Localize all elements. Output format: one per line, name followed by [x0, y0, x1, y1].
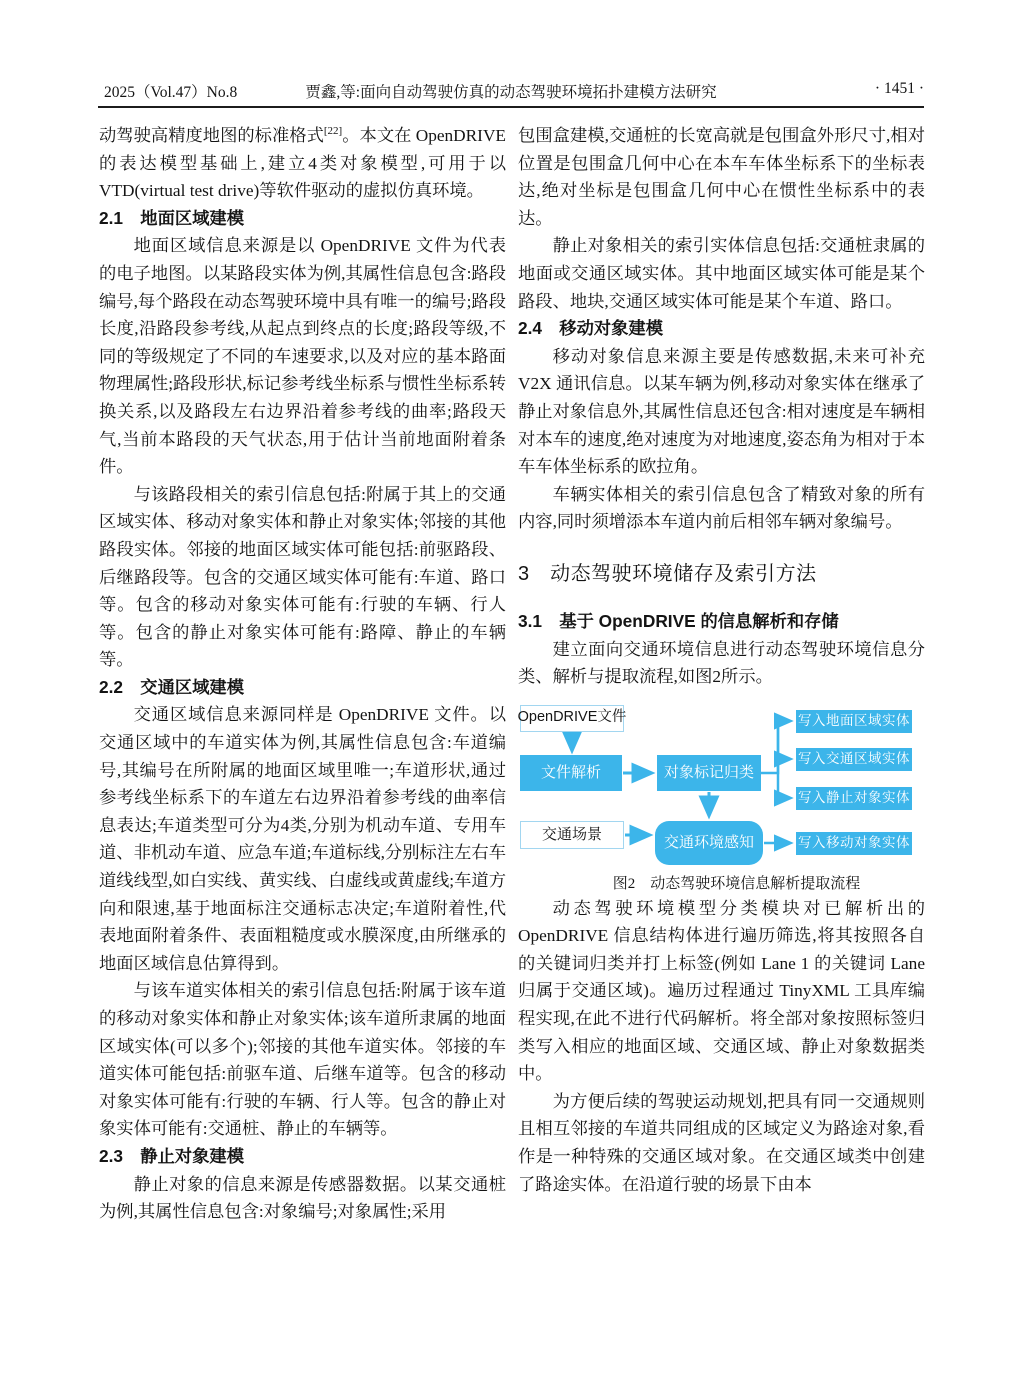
node-file-parse: 文件解析 — [520, 755, 622, 791]
node-object-classify: 对象标记归类 — [657, 755, 761, 791]
paragraph: 与该路段相关的索引信息包括:附属于其上的交通区域实体、移动对象实体和静止对象实体;邻接的其他路段实体。邻接的地面区域实体可能包括:前驱路段、后继路段等。包含的交通区域实体可能有:车道、路口等。包含的移动对象实体可能有:行驶的车辆、行人等。包含的静止对象实体可能有:路障、静止的车辆等。 — [99, 484, 506, 670]
node-write-ground-entity: 写入地面区域实体 — [796, 710, 912, 733]
heading-2-4: 2.4 移动对象建模 — [518, 318, 663, 339]
right-column — [518, 122, 925, 1198]
paragraph: 静止对象相关的索引实体信息包括:交通桩隶属的地面或交通区域实体。其中地面区域实体可能是某个路段、地块,交通区域实体可能是某个车道、路口。 — [518, 236, 925, 311]
heading-3: 3 动态驾驶环境储存及索引方法 — [518, 562, 817, 585]
intro-text-a: 动驾驶高精度地图的标准格式 — [99, 126, 324, 145]
heading-2-2: 2.2 交通区域建模 — [99, 676, 244, 697]
header-rule — [98, 106, 924, 108]
page-number: · 1451 · — [874, 80, 924, 97]
paragraph: 建立面向交通环境信息进行动态驾驶环境信息分类、解析与提取流程,如图2所示。 — [518, 639, 925, 687]
paragraph: 包围盒建模,交通桩的长宽高就是包围盒外形尺寸,相对位置是包围盒几何中心在本车车体坐标系下的坐标表达,绝对坐标是包围盒几何中心在惯性坐标系中的表达。 — [518, 126, 925, 228]
left-column — [99, 122, 506, 1226]
journal-issue: 2025（Vol.47）No.8 — [104, 84, 238, 101]
paragraph: 静止对象的信息来源是传感器数据。以某交通桩为例,其属性信息包含:对象编号;对象属性;采用 — [99, 1174, 506, 1222]
node-opendrive-file: OpenDRIVE文件 — [520, 705, 624, 732]
node-env-perception: 交通环境感知 — [655, 821, 763, 865]
paragraph-intro — [99, 122, 506, 205]
node-write-static-entity: 写入静止对象实体 — [796, 787, 912, 810]
paragraph: 交通区域信息来源同样是 OpenDRIVE 文件。以交通区域中的车道实体为例,其属性信息包含:车道编号,其编号在所附属的地面区域里唯一;车道形状,通过参考线坐标系下的车道左右边界沿着参考线的曲率信息表达;车道类型可分为4类,分别为机动车道、专用车道、非机动车道、应急车道;车道标线,分别标注左右车道线线型,如白实线、黄实线、白虚线或黄虚线;车道方向和限速,基于地面标注交通标志决定;车道附着性,代表地面附着条件、表面粗糙度或水膜深度,由所继承的地面区域信息估算得到。 — [99, 705, 506, 973]
node-write-traffic-entity: 写入交通区域实体 — [796, 748, 912, 771]
paragraph: 为方便后续的驾驶运动规划,把具有同一交通规则且相互邻接的车道共同组成的区域定义为路途对象,看作是一种特殊的交通区域对象。在交通区域类中创建了路途实体。在沿道行驶的场景下由本 — [518, 1091, 925, 1194]
page-header — [98, 80, 924, 102]
running-title: 贾鑫,等:面向自动驾驶仿真的动态驾驶环境拓扑建模方法研究 — [305, 84, 717, 101]
citation-ref: [22] — [323, 125, 343, 138]
heading-2-3: 2.3 静止对象建模 — [99, 1145, 244, 1166]
paragraph: 移动对象信息来源主要是传感数据,未来可补充 V2X 通讯信息。以某车辆为例,移动对象实体在继承了静止对象信息外,其属性信息还包含:相对速度是车辆相对本车的速度,绝对速度为对地速度,姿态角为相对于本车车体坐标系的欧拉角。 — [518, 346, 925, 477]
node-write-moving-entity: 写入移动对象实体 — [796, 832, 912, 855]
heading-2-1: 2.1 地面区域建模 — [99, 207, 244, 228]
figure-2-caption: 图2 动态驾驶环境信息解析提取流程 — [612, 875, 861, 892]
node-traffic-scene: 交通场景 — [520, 821, 624, 849]
paragraph: 地面区域信息来源是以 OpenDRIVE 文件为代表的电子地图。以某路段实体为例,其属性信息包含:路段编号,每个路段在动态驾驶环境中具有唯一的编号;路段长度,沿路段参考线,从起点到终点的长度;路段等级,不同的等级规定了不同的车速要求,以及对应的基本路面物理属性;路段形状,标记参考线坐标系与惯性坐标系转换关系,以及路段左右边界沿着参考线的曲率;路段天气,当前本路段的天气状态,用于估计当前地面附着条件。 — [99, 236, 506, 477]
paragraph: 车辆实体相关的索引信息包含了精致对象的所有内容,同时须增添本车道内前后相邻车辆对象编号。 — [518, 484, 925, 532]
figure-2-flowchart — [518, 703, 918, 873]
intro-text-b: 。本文在 OpenDRIVE 的表达模型基础上,建立4类对象模型,可用于以 VTD(virtual test drive)等软件驱动的虚拟仿真环境。 — [99, 126, 506, 201]
paragraph: 动态驾驶环境模型分类模块对已解析出的 OpenDRIVE 信息结构体进行遍历筛选,将其按照各自的关键词归类并打上标签(例如 Lane 1 的关键词 Lane 归属于交通区域)。遍历过程通过 TinyXML 工具库编程实现,在此不进行代码解析。将全部对象按照标签归类写入相应的地面区域、交通区域、静止对象数据类中。 — [518, 898, 925, 1084]
paragraph: 与该车道实体相关的索引信息包括:附属于该车道的移动对象实体和静止对象实体;该车道所隶属的地面区域实体(可以多个);邻接的其他车道实体。邻接的车道实体可能包括:前驱车道、后继车道等。包含的移动对象实体可能有:行驶的车辆、行人等。包含的静止对象实体可能有:交通桩、静止的车辆等。 — [99, 981, 506, 1139]
heading-3-1: 3.1 基于 OpenDRIVE 的信息解析和存储 — [518, 610, 839, 631]
